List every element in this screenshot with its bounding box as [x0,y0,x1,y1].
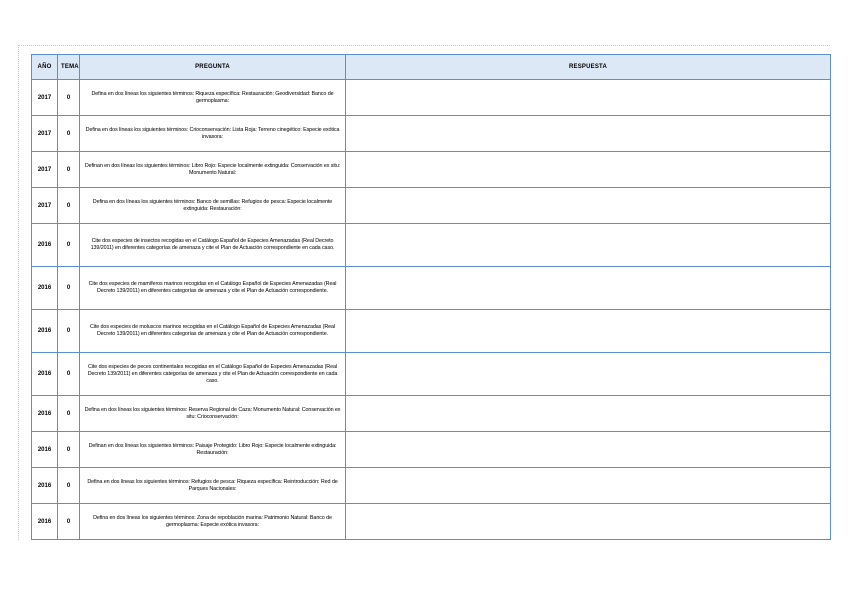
cell-year: 2017 [32,116,58,152]
cell-answer[interactable] [346,224,831,267]
table-row [32,353,831,396]
cell-year: 2016 [32,396,58,432]
table-row [32,80,831,116]
table-row [32,188,831,224]
cell-answer[interactable] [346,432,831,468]
cell-answer[interactable] [346,310,831,353]
cell-answer[interactable] [346,188,831,224]
sheet-border-left [18,45,19,540]
cell-year: 2016 [32,432,58,468]
table-row [32,396,831,432]
table-row [32,152,831,188]
cell-year: 2016 [32,224,58,267]
cell-question: Cite dos especies de moluscos marinos recogidas en el Catálogo Español de Especies Amenazadas (Real Decreto 139/2011) en diferentes categorías de amenaza y cite el Plan de Actuación correspondiente. [80,310,346,353]
cell-question: Defina en dos líneas los siguientes términos: Zona de repoblación marina: Patrimonio Natural: Banco de germoplasma: Especie exótica invasora: [80,504,346,540]
header-year: AÑO [32,55,58,80]
cell-year: 2016 [32,267,58,310]
cell-question: Cite dos especies de peces continentales recogidas en el Catálogo Español de Especies Amenazadas (Real Decreto 139/2011) en diferentes categorías de amenaza y cite el Plan de Actuación correspondiente en cada caso. [80,353,346,396]
cell-question: Defina en dos líneas los siguientes términos: Crioconservación: Lista Roja: Terreno cinegético: Especie exótica invasora: [80,116,346,152]
cell-answer[interactable] [346,468,831,504]
table-row [32,504,831,540]
cell-year: 2017 [32,152,58,188]
cell-answer[interactable] [346,80,831,116]
cell-question: Definan en dos líneas los siguientes términos: Paisaje Protegido: Libro Rojo: Especie localmente extinguida: Restauración: [80,432,346,468]
cell-answer[interactable] [346,396,831,432]
cell-answer[interactable] [346,152,831,188]
table-row [32,432,831,468]
cell-tema: 0 [58,396,80,432]
cell-year: 2016 [32,310,58,353]
table-row [32,310,831,353]
cell-tema: 0 [58,188,80,224]
table-row [32,224,831,267]
sheet-border-top [18,45,830,46]
header-respuesta: RESPUESTA [346,55,831,80]
cell-answer[interactable] [346,116,831,152]
cell-question: Defina en dos líneas los siguientes términos: Refugios de pesca: Riqueza específica: Reintroducción: Red de Parques Nacionales: [80,468,346,504]
cell-tema: 0 [58,152,80,188]
cell-tema: 0 [58,504,80,540]
cell-year: 2016 [32,504,58,540]
cell-year: 2017 [32,188,58,224]
cell-tema: 0 [58,116,80,152]
cell-question: Cite dos especies de mamíferos marinos recogidas en el Catálogo Español de Especies Amenazadas (Real Decreto 139/2011) en diferentes categorías de amenaza y cite el Plan de Actuación correspondiente. [80,267,346,310]
cell-answer[interactable] [346,353,831,396]
table-row [32,116,831,152]
cell-tema: 0 [58,80,80,116]
table-row [32,267,831,310]
cell-answer[interactable] [346,267,831,310]
cell-answer[interactable] [346,504,831,540]
cell-year: 2017 [32,80,58,116]
header-pregunta: PREGUNTA [80,55,346,80]
cell-question: Defina en dos líneas los siguientes términos: Riqueza específica: Restauración: Geodiversidad: Banco de germoplasma: [80,80,346,116]
table-row [32,468,831,504]
table-header-row [32,55,831,80]
cell-question: Defina en dos líneas los siguientes términos: Reserva Regional de Caza: Monumento Natural: Conservación ex situ: Crioconservación: [80,396,346,432]
cell-question: Cite dos especies de insectos recogidas en el Catálogo Español de Especies Amenazadas (Real Decreto 139/2011) en diferentes categorías de amenaza y cite el Plan de Actuación correspondiente en cada caso. [80,224,346,267]
cell-tema: 0 [58,267,80,310]
header-tema: TEMA [58,55,80,80]
cell-year: 2016 [32,468,58,504]
cell-question: Definan en dos líneas los siguientes términos: Libro Rojo: Especie localmente extinguida: Conservación ex situ: Monumento Natural: [80,152,346,188]
cell-tema: 0 [58,310,80,353]
cell-year: 2016 [32,353,58,396]
cell-tema: 0 [58,468,80,504]
cell-question: Defina en dos líneas los siguientes términos: Banco de semillas: Refugios de pesca: Especie localmente extinguida: Restauración: [80,188,346,224]
cell-tema: 0 [58,353,80,396]
table-body [32,80,831,540]
questions-table [31,54,831,540]
cell-tema: 0 [58,224,80,267]
cell-tema: 0 [58,432,80,468]
